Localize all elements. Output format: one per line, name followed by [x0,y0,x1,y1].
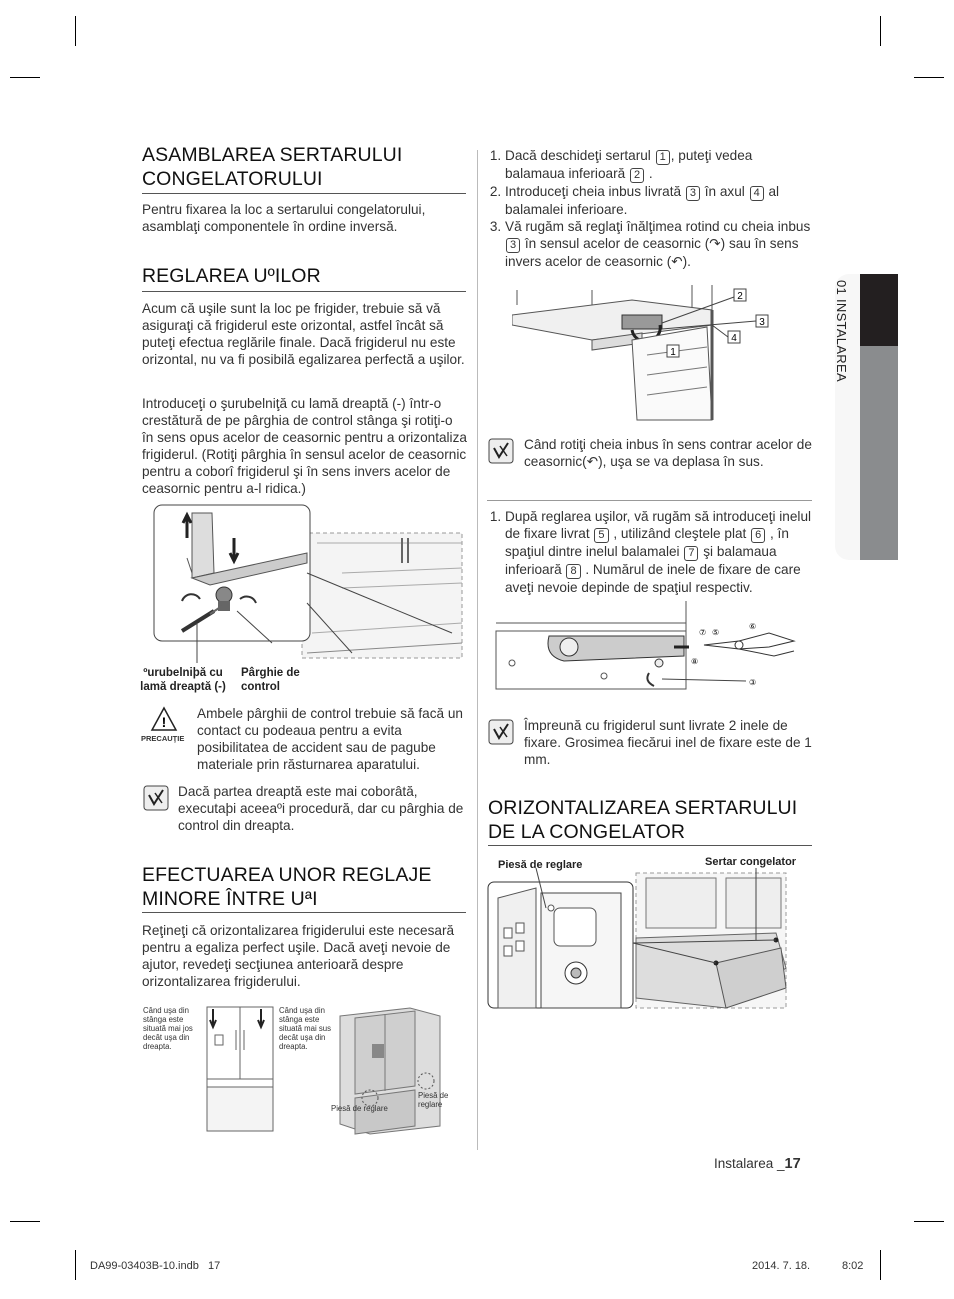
section-rule [488,845,812,846]
section-rule [142,193,466,194]
counterclockwise-icon: ↶ [586,454,599,469]
section-title: ASAMBLAREA SERTARULUI CONGELATORULUI [142,144,403,190]
crop-mark [880,16,881,46]
note-text: Dacă partea dreaptă este mai coborâtă, executaþi aceeaºi procedură, dar cu pârghia de control din dreapta. [178,784,464,833]
side-tab-label: 01 INSTALAREA [834,280,849,382]
callout-key: 1 [656,150,670,165]
side-tab-dark [860,274,898,346]
svg-text:⑧: ⑧ [691,657,699,666]
figure-caption: Când uşa din stânga este situată mai sus decât uşa din dreapta. [279,1006,332,1051]
svg-text:⑤: ⑤ [712,628,720,637]
callout-key: 3 [506,238,520,253]
steps-list: 1. După reglarea uşilor, vă rugăm să introduceţi inelul de fixare livrat 5 , utilizând cleştele plat 6 , în spaţiul dintre inelul balamalei 7 şi balamaua inferioară 8 . Numărul de inele de fixare de care aveţi nevoie depinde de spaţiul respectiv. [487,508,812,596]
clockwise-icon: ↷ [709,236,721,251]
body-text: Introduceţi o şurubelniţă cu lamă dreaptă (-) într-o crestătură de pe pârghia de control stânga şi rotiţi-o în sens opus acelor de ceasornic pentru a orizontaliza frigiderul. (Rotiţi pârghia în sensul acelor de ceasornic pentru a coborî frigiderul şi în sens invers acelor de ceasornic pentru a-l ridica.) [142,396,467,496]
figure-caption: Când uşa din stânga este situată mai jos decât uşa din dreapta. [143,1006,193,1051]
body-text: Pentru fixarea la loc a sertarului congelatorului, asamblaţi componentele în ordine inversă. [142,202,426,234]
svg-text:!: ! [161,714,167,730]
side-tab-gray [860,346,898,560]
crop-mark [10,77,40,78]
caution-text: Ambele pârghii de control trebuie să facă un contact cu podeaua pentru a evita posibilitatea de accident sau de pagube materiale prin răsturnarea aparatului. [197,706,463,772]
caution-label: PRECAUŢIE [141,734,185,743]
note-icon [488,719,514,745]
callout-key: 7 [684,546,698,561]
svg-text:4: 4 [731,333,737,344]
figure-label: Sertar congelator [705,856,797,868]
print-file-info: DA99-03403B-10.indb 17 [90,1260,221,1272]
callout-key: 2 [630,168,644,183]
section-title: ORIZONTALIZAREA SERTARULUI DE LA CONGELATOR [488,797,798,843]
note-icon [143,785,169,811]
figure-label: Piesă de reglare [331,1104,388,1113]
body-text: Acum că uşile sunt la loc pe frigider, trebuie să vă asiguraţi că frigiderul este orizontal, astfel încât să puteţi efectua reglările finale. Dacă frigiderul nu este orizontal, nu va fi posibilă egalizarea perfectă a uşilor. [142,301,465,367]
note-text: Când rotiţi cheia inbus în sens contrar acelor de ceasornic(↶), uşa se va deplasa în sus. [524,437,812,469]
note-icon [488,438,514,464]
svg-text:3: 3 [759,317,765,328]
svg-text:1: 1 [670,347,676,358]
figure-label: Pârghie de control [241,667,300,693]
callout-key: 6 [751,528,765,543]
section-rule [142,291,466,292]
crop-mark [75,1250,76,1280]
svg-text:⑦: ⑦ [699,628,707,637]
note-text: Împreună cu frigiderul sunt livrate 2 inele de fixare. Grosimea fiecărui inel de fixare este de 1 mm. [524,718,812,767]
steps-list: 1. Dacă deschideţi sertarul 1 , puteţi vedea balamaua inferioară 2 . 2. Introduceţi cheia inbus livrată 3 în axul 4 al balamalei inferioare. 3. Vă rugăm să reglaţi înălţimea rotind cu cheia inbus 3 în sensul acelor de ceasornic (↷) sau în sens invers acelor de ceasornic (↶). [487,147,812,270]
freezer-drawer-illustration [486,868,810,1016]
fixing-ring-illustration [494,601,806,693]
callout-key: 3 [686,186,700,201]
svg-text:⑥: ⑥ [749,622,757,631]
svg-text:2: 2 [737,291,743,302]
crop-mark [10,1221,40,1222]
callout-key: 5 [594,528,608,543]
divider-rule [487,500,812,501]
crop-mark [914,1221,944,1222]
print-time: 8:02 [842,1260,864,1272]
leveling-illustration [152,503,468,665]
figure-label: Piesă de reglare [418,1091,449,1109]
figure-label: Piesă de reglare [498,859,583,871]
warning-icon [150,706,178,732]
column-divider [477,150,478,1150]
section-title: REGLAREA UºILOR [142,265,321,287]
figure-label: ºurubelniþă cu lamă dreaptă (-) [140,667,226,693]
page-number: 17 [784,1156,801,1172]
section-title: EFECTUAREA UNOR REGLAJE MINORE ÎNTRE UªI [142,864,432,910]
page-footer: Instalarea _17 [714,1156,801,1172]
print-date: 2014. 7. 18. [752,1260,811,1272]
body-text: Reţineţi că orizontalizarea frigiderului este necesară pentru a egaliza perfect uşile. Dacă aveţi nevoie de ajutor, revedeţi secţiunea anterioară despre orizontalizarea frigiderului. [142,923,455,989]
crop-mark [880,1250,881,1280]
callout-key: 8 [566,564,580,579]
hinge-illustration [512,285,774,421]
crop-mark [914,77,944,78]
fridge-angle-illustration [330,1006,450,1136]
callout-key: 4 [750,186,764,201]
section-rule [142,912,466,913]
svg-text:③: ③ [749,678,757,687]
counterclockwise-icon: ↶ [671,254,683,269]
fridge-front-illustration [205,1005,275,1135]
crop-mark [75,16,76,46]
